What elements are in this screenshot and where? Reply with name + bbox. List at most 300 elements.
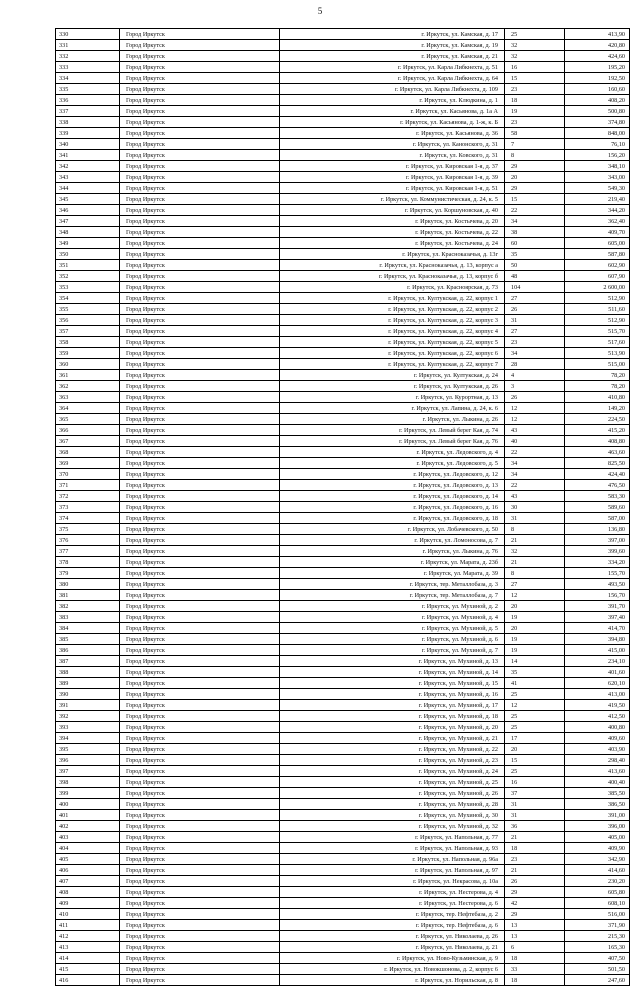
- count-cell: 28: [505, 359, 565, 370]
- area-cell: 414,70: [565, 623, 630, 634]
- row-number-cell: 346: [56, 205, 120, 216]
- municipality-cell: Город Иркутск: [120, 832, 280, 843]
- area-cell: 374,80: [565, 117, 630, 128]
- count-cell: 18: [505, 953, 565, 964]
- address-cell: г. Иркутск, ул. Мухиной, д. 21: [280, 733, 505, 744]
- row-number-cell: 355: [56, 304, 120, 315]
- count-cell: 32: [505, 546, 565, 557]
- area-cell: 607,90: [565, 271, 630, 282]
- row-number-cell: 359: [56, 348, 120, 359]
- municipality-cell: Город Иркутск: [120, 436, 280, 447]
- count-cell: 26: [505, 876, 565, 887]
- table-row: [56, 73, 630, 84]
- row-number-cell: 409: [56, 898, 120, 909]
- address-cell: г. Иркутск, ул. Костычева, д. 24: [280, 238, 505, 249]
- address-cell: г. Иркутск, ул. Култукская, д. 22, корпус 1: [280, 293, 505, 304]
- municipality-cell: Город Иркутск: [120, 898, 280, 909]
- row-number-cell: 385: [56, 634, 120, 645]
- row-number-cell: 365: [56, 414, 120, 425]
- table-row: [56, 183, 630, 194]
- count-cell: 3: [505, 381, 565, 392]
- count-cell: 29: [505, 887, 565, 898]
- area-cell: 413,90: [565, 29, 630, 40]
- table-row: [56, 403, 630, 414]
- table-row: [56, 854, 630, 865]
- municipality-cell: Город Иркутск: [120, 414, 280, 425]
- area-cell: 391,70: [565, 601, 630, 612]
- row-number-cell: 408: [56, 887, 120, 898]
- table-row: [56, 887, 630, 898]
- municipality-cell: Город Иркутск: [120, 216, 280, 227]
- row-number-cell: 357: [56, 326, 120, 337]
- address-cell: г. Иркутск, ул. Мухиной, д. 20: [280, 722, 505, 733]
- table-row: [56, 480, 630, 491]
- table-row: [56, 502, 630, 513]
- count-cell: 8: [505, 150, 565, 161]
- address-cell: г. Иркутск, ул. Мухиной, д. 18: [280, 711, 505, 722]
- municipality-cell: Город Иркутск: [120, 238, 280, 249]
- row-number-cell: 337: [56, 106, 120, 117]
- row-number-cell: 382: [56, 601, 120, 612]
- address-cell: г. Иркутск, ул. Култукская, д. 22, корпус 3: [280, 315, 505, 326]
- municipality-cell: Город Иркутск: [120, 293, 280, 304]
- area-cell: 517,60: [565, 337, 630, 348]
- area-cell: 501,50: [565, 964, 630, 975]
- count-cell: 22: [505, 480, 565, 491]
- area-cell: 397,00: [565, 535, 630, 546]
- count-cell: 41: [505, 678, 565, 689]
- count-cell: 32: [505, 51, 565, 62]
- municipality-cell: Город Иркутск: [120, 106, 280, 117]
- address-cell: г. Иркутск, ул. Лапина, д. 24, к. 6: [280, 403, 505, 414]
- municipality-cell: Город Иркутск: [120, 480, 280, 491]
- address-cell: г. Иркутск, ул. Красноказачья, д. 13, корпус б: [280, 271, 505, 282]
- count-cell: 26: [505, 392, 565, 403]
- row-number-cell: 367: [56, 436, 120, 447]
- count-cell: 21: [505, 832, 565, 843]
- count-cell: 6: [505, 942, 565, 953]
- municipality-cell: Город Иркутск: [120, 975, 280, 986]
- area-cell: 412,50: [565, 711, 630, 722]
- address-cell: г. Иркутск, тер. Металлобаза, д. 7: [280, 590, 505, 601]
- row-number-cell: 403: [56, 832, 120, 843]
- area-cell: 587,00: [565, 513, 630, 524]
- area-cell: 78,20: [565, 381, 630, 392]
- count-cell: 16: [505, 62, 565, 73]
- table-row: [56, 139, 630, 150]
- count-cell: 31: [505, 513, 565, 524]
- table-row: [56, 359, 630, 370]
- count-cell: 40: [505, 436, 565, 447]
- count-cell: 20: [505, 744, 565, 755]
- count-cell: 16: [505, 777, 565, 788]
- municipality-cell: Город Иркутск: [120, 821, 280, 832]
- address-cell: г. Иркутск, ул. Ледовского, д. 4: [280, 447, 505, 458]
- area-cell: 409,70: [565, 227, 630, 238]
- address-cell: г. Иркутск, ул. Коммунистическая, д. 24, к. 5: [280, 194, 505, 205]
- municipality-cell: Город Иркутск: [120, 766, 280, 777]
- area-cell: 192,50: [565, 73, 630, 84]
- table-row: [56, 722, 630, 733]
- count-cell: 104: [505, 282, 565, 293]
- table-row: [56, 799, 630, 810]
- address-cell: г. Иркутск, ул. Касьянова, д. 1а А: [280, 106, 505, 117]
- row-number-cell: 402: [56, 821, 120, 832]
- count-cell: 31: [505, 810, 565, 821]
- count-cell: 43: [505, 491, 565, 502]
- address-cell: г. Иркутск, ул. Ломоносова, д. 7: [280, 535, 505, 546]
- area-cell: 397,40: [565, 612, 630, 623]
- row-number-cell: 332: [56, 51, 120, 62]
- area-cell: 549,30: [565, 183, 630, 194]
- row-number-cell: 377: [56, 546, 120, 557]
- municipality-cell: Город Иркутск: [120, 788, 280, 799]
- row-number-cell: 349: [56, 238, 120, 249]
- table-row: [56, 194, 630, 205]
- table-row: [56, 689, 630, 700]
- address-cell: г. Иркутск, ул. Мухиной, д. 17: [280, 700, 505, 711]
- area-cell: 413,00: [565, 689, 630, 700]
- municipality-cell: Город Иркутск: [120, 942, 280, 953]
- table-row: [56, 733, 630, 744]
- row-number-cell: 380: [56, 579, 120, 590]
- area-cell: 334,20: [565, 557, 630, 568]
- address-cell: г. Иркутск, ул. Новокшонова, д. 2, корпус 6: [280, 964, 505, 975]
- address-cell: г. Иркутск, ул. Напольная, д. 77: [280, 832, 505, 843]
- municipality-cell: Город Иркутск: [120, 62, 280, 73]
- row-number-cell: 404: [56, 843, 120, 854]
- area-cell: 342,90: [565, 854, 630, 865]
- municipality-cell: Город Иркутск: [120, 403, 280, 414]
- table-row: [56, 524, 630, 535]
- table-row: [56, 623, 630, 634]
- row-number-cell: 373: [56, 502, 120, 513]
- area-cell: 608,10: [565, 898, 630, 909]
- table-row: [56, 337, 630, 348]
- row-number-cell: 330: [56, 29, 120, 40]
- municipality-cell: Город Иркутск: [120, 249, 280, 260]
- municipality-cell: Город Иркутск: [120, 579, 280, 590]
- municipality-cell: Город Иркутск: [120, 810, 280, 821]
- address-cell: г. Иркутск, ул. Канонского, д. 31: [280, 139, 505, 150]
- row-number-cell: 392: [56, 711, 120, 722]
- row-number-cell: 376: [56, 535, 120, 546]
- count-cell: 34: [505, 458, 565, 469]
- table-row: [56, 700, 630, 711]
- area-cell: 583,30: [565, 491, 630, 502]
- count-cell: 12: [505, 590, 565, 601]
- municipality-cell: Город Иркутск: [120, 689, 280, 700]
- row-number-cell: 354: [56, 293, 120, 304]
- area-cell: 848,00: [565, 128, 630, 139]
- row-number-cell: 361: [56, 370, 120, 381]
- municipality-cell: Город Иркутск: [120, 315, 280, 326]
- count-cell: 8: [505, 568, 565, 579]
- count-cell: 22: [505, 205, 565, 216]
- count-cell: 34: [505, 469, 565, 480]
- row-number-cell: 342: [56, 161, 120, 172]
- row-number-cell: 331: [56, 40, 120, 51]
- row-number-cell: 395: [56, 744, 120, 755]
- table-row: [56, 634, 630, 645]
- table-row: [56, 964, 630, 975]
- count-cell: 38: [505, 227, 565, 238]
- municipality-cell: Город Иркутск: [120, 150, 280, 161]
- area-cell: 386,50: [565, 799, 630, 810]
- address-cell: г. Иркутск, ул. Мухиной, д. 24: [280, 766, 505, 777]
- count-cell: 18: [505, 975, 565, 986]
- table-row: [56, 469, 630, 480]
- row-number-cell: 340: [56, 139, 120, 150]
- count-cell: 34: [505, 216, 565, 227]
- address-cell: г. Иркутск, ул. Култукская, д. 22, корпус 6: [280, 348, 505, 359]
- table-row: [56, 326, 630, 337]
- address-cell: г. Иркутск, ул. Коршуновская, д. 40: [280, 205, 505, 216]
- municipality-cell: Город Иркутск: [120, 304, 280, 315]
- address-cell: г. Иркутск, ул. Красноказачья, д. 13, корпус а: [280, 260, 505, 271]
- table-row: [56, 678, 630, 689]
- area-cell: 234,10: [565, 656, 630, 667]
- table-row: [56, 51, 630, 62]
- municipality-cell: Город Иркутск: [120, 205, 280, 216]
- area-cell: 224,50: [565, 414, 630, 425]
- municipality-cell: Город Иркутск: [120, 887, 280, 898]
- municipality-cell: Город Иркутск: [120, 755, 280, 766]
- municipality-cell: Город Иркутск: [120, 128, 280, 139]
- row-number-cell: 360: [56, 359, 120, 370]
- municipality-cell: Город Иркутск: [120, 40, 280, 51]
- table-row: [56, 777, 630, 788]
- count-cell: 29: [505, 183, 565, 194]
- address-cell: г. Иркутск, ул. Ковского, д. 31: [280, 150, 505, 161]
- count-cell: 20: [505, 601, 565, 612]
- municipality-cell: Город Иркутск: [120, 381, 280, 392]
- count-cell: 50: [505, 260, 565, 271]
- address-cell: г. Иркутск, ул. Мухиной, д. 13: [280, 656, 505, 667]
- count-cell: 37: [505, 788, 565, 799]
- table-row: [56, 832, 630, 843]
- area-cell: 344,20: [565, 205, 630, 216]
- row-number-cell: 397: [56, 766, 120, 777]
- row-number-cell: 394: [56, 733, 120, 744]
- municipality-cell: Город Иркутск: [120, 876, 280, 887]
- row-number-cell: 387: [56, 656, 120, 667]
- count-cell: 15: [505, 194, 565, 205]
- row-number-cell: 381: [56, 590, 120, 601]
- count-cell: 29: [505, 909, 565, 920]
- area-cell: 424,40: [565, 469, 630, 480]
- row-number-cell: 352: [56, 271, 120, 282]
- area-cell: 515,00: [565, 359, 630, 370]
- area-cell: 401,60: [565, 667, 630, 678]
- area-cell: 76,10: [565, 139, 630, 150]
- table-row: [56, 260, 630, 271]
- table-row: [56, 172, 630, 183]
- count-cell: 8: [505, 524, 565, 535]
- address-cell: г. Иркутск, ул. Култукская, д. 24: [280, 370, 505, 381]
- municipality-cell: Город Иркутск: [120, 612, 280, 623]
- row-number-cell: 378: [56, 557, 120, 568]
- table-row: [56, 821, 630, 832]
- area-cell: 396,00: [565, 821, 630, 832]
- table-row: [56, 766, 630, 777]
- row-number-cell: 416: [56, 975, 120, 986]
- count-cell: 31: [505, 799, 565, 810]
- area-cell: 385,50: [565, 788, 630, 799]
- table-row: [56, 293, 630, 304]
- municipality-cell: Город Иркутск: [120, 678, 280, 689]
- row-number-cell: 384: [56, 623, 120, 634]
- address-cell: г. Иркутск, ул. Напольная, д. 97: [280, 865, 505, 876]
- municipality-cell: Город Иркутск: [120, 260, 280, 271]
- row-number-cell: 400: [56, 799, 120, 810]
- table-row: [56, 205, 630, 216]
- count-cell: 15: [505, 73, 565, 84]
- area-cell: 400,40: [565, 777, 630, 788]
- address-cell: г. Иркутск, ул. Лыкина, д. 76: [280, 546, 505, 557]
- row-number-cell: 413: [56, 942, 120, 953]
- area-cell: 516,00: [565, 909, 630, 920]
- address-cell: г. Иркутск, ул. Мухиной, д. 6: [280, 634, 505, 645]
- table-row: [56, 667, 630, 678]
- address-cell: г. Иркутск, ул. Левый берег Кая, д. 74: [280, 425, 505, 436]
- table-row: [56, 117, 630, 128]
- count-cell: 48: [505, 271, 565, 282]
- municipality-cell: Город Иркутск: [120, 513, 280, 524]
- municipality-cell: Город Иркутск: [120, 931, 280, 942]
- address-cell: г. Иркутск, ул. Мухиной, д. 14: [280, 667, 505, 678]
- area-cell: 512,90: [565, 293, 630, 304]
- municipality-cell: Город Иркутск: [120, 777, 280, 788]
- table-row: [56, 271, 630, 282]
- municipality-cell: Город Иркутск: [120, 117, 280, 128]
- area-cell: 513,90: [565, 348, 630, 359]
- municipality-cell: Город Иркутск: [120, 953, 280, 964]
- count-cell: 26: [505, 304, 565, 315]
- address-cell: г. Иркутск, ул. Ледовского, д. 14: [280, 491, 505, 502]
- address-cell: г. Иркутск, ул. Култукская, д. 22, корпус 2: [280, 304, 505, 315]
- area-cell: 605,80: [565, 887, 630, 898]
- area-cell: 400,80: [565, 722, 630, 733]
- address-cell: г. Иркутск, ул. Мухиной, д. 5: [280, 623, 505, 634]
- area-cell: 405,00: [565, 832, 630, 843]
- count-cell: 18: [505, 95, 565, 106]
- address-cell: г. Иркутск, ул. Култукская, д. 22, корпус 4: [280, 326, 505, 337]
- municipality-cell: Город Иркутск: [120, 744, 280, 755]
- address-cell: г. Иркутск, ул. Карла Либкнехта, д. 109: [280, 84, 505, 95]
- row-number-cell: 333: [56, 62, 120, 73]
- address-cell: г. Иркутск, ул. Мухиной, д. 25: [280, 777, 505, 788]
- row-number-cell: 341: [56, 150, 120, 161]
- row-number-cell: 411: [56, 920, 120, 931]
- municipality-cell: Город Иркутск: [120, 359, 280, 370]
- table-row: [56, 249, 630, 260]
- row-number-cell: 368: [56, 447, 120, 458]
- municipality-cell: Город Иркутск: [120, 84, 280, 95]
- address-cell: г. Иркутск, ул. Кировская 1-я, д. 39: [280, 172, 505, 183]
- municipality-cell: Город Иркутск: [120, 909, 280, 920]
- row-number-cell: 410: [56, 909, 120, 920]
- address-cell: г. Иркутск, ул. Николаева, д. 21: [280, 942, 505, 953]
- row-number-cell: 391: [56, 700, 120, 711]
- table-row: [56, 546, 630, 557]
- municipality-cell: Город Иркутск: [120, 447, 280, 458]
- address-cell: г. Иркутск, ул. Костычева, д. 22: [280, 227, 505, 238]
- table-row: [56, 975, 630, 986]
- count-cell: 13: [505, 920, 565, 931]
- table-row: [56, 348, 630, 359]
- municipality-cell: Город Иркутск: [120, 634, 280, 645]
- municipality-cell: Город Иркутск: [120, 590, 280, 601]
- page-number: 5: [317, 6, 323, 16]
- address-cell: г. Иркутск, ул. Камская, д. 19: [280, 40, 505, 51]
- area-cell: 407,50: [565, 953, 630, 964]
- address-cell: г. Иркутск, тер. Металлобаза, д. 3: [280, 579, 505, 590]
- table-row: [56, 843, 630, 854]
- address-cell: г. Иркутск, ул. Мухиной, д. 7: [280, 645, 505, 656]
- count-cell: 19: [505, 645, 565, 656]
- table-row: [56, 755, 630, 766]
- address-cell: г. Иркутск, ул. Николаева, д. 26: [280, 931, 505, 942]
- count-cell: 58: [505, 128, 565, 139]
- address-cell: г. Иркутск, ул. Касьянова, д. 1-ж, к. Б: [280, 117, 505, 128]
- count-cell: 30: [505, 502, 565, 513]
- area-cell: 391,00: [565, 810, 630, 821]
- municipality-cell: Город Иркутск: [120, 546, 280, 557]
- table-row: [56, 381, 630, 392]
- address-cell: г. Иркутск, ул. Красноказачья, д. 13г: [280, 249, 505, 260]
- address-cell: г. Иркутск, ул. Некрасова, д. 10а: [280, 876, 505, 887]
- municipality-cell: Город Иркутск: [120, 194, 280, 205]
- address-cell: г. Иркутск, ул. Красноярская, д. 73: [280, 282, 505, 293]
- municipality-cell: Город Иркутск: [120, 524, 280, 535]
- area-cell: 160,60: [565, 84, 630, 95]
- table-row: [56, 590, 630, 601]
- address-cell: г. Иркутск, ул. Ледовского, д. 5: [280, 458, 505, 469]
- table-row: [56, 106, 630, 117]
- municipality-cell: Город Иркутск: [120, 326, 280, 337]
- table-row: [56, 612, 630, 623]
- count-cell: 33: [505, 964, 565, 975]
- municipality-cell: Город Иркутск: [120, 337, 280, 348]
- area-cell: 476,50: [565, 480, 630, 491]
- area-cell: 165,30: [565, 942, 630, 953]
- municipality-cell: Город Иркутск: [120, 95, 280, 106]
- row-number-cell: 366: [56, 425, 120, 436]
- municipality-cell: Город Иркутск: [120, 73, 280, 84]
- row-number-cell: 334: [56, 73, 120, 84]
- count-cell: 25: [505, 689, 565, 700]
- count-cell: 7: [505, 139, 565, 150]
- table-row: [56, 909, 630, 920]
- municipality-cell: Город Иркутск: [120, 502, 280, 513]
- municipality-cell: Город Иркутск: [120, 139, 280, 150]
- count-cell: 27: [505, 293, 565, 304]
- municipality-cell: Город Иркутск: [120, 392, 280, 403]
- area-cell: 515,70: [565, 326, 630, 337]
- municipality-cell: Город Иркутск: [120, 425, 280, 436]
- area-cell: 415,20: [565, 425, 630, 436]
- address-cell: г. Иркутск, ул. Култукская, д. 22, корпус 5: [280, 337, 505, 348]
- row-number-cell: 398: [56, 777, 120, 788]
- area-cell: 247,60: [565, 975, 630, 986]
- address-cell: г. Иркутск, ул. Марата, д. 23б: [280, 557, 505, 568]
- municipality-cell: Город Иркутск: [120, 920, 280, 931]
- table-row: [56, 216, 630, 227]
- table-row: [56, 414, 630, 425]
- table-row: [56, 95, 630, 106]
- municipality-cell: Город Иркутск: [120, 183, 280, 194]
